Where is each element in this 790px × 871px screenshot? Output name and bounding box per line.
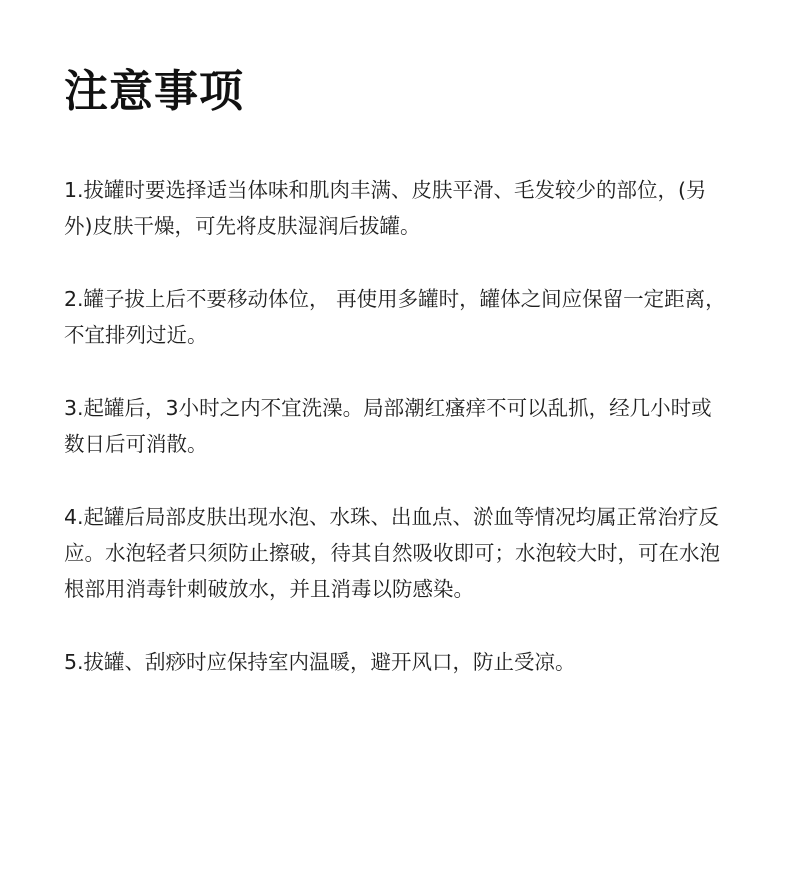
note-item-1: 1.拔罐时要选择适当体味和肌肉丰满、皮肤平滑、毛发较少的部位，(另外)皮肤干燥，可先将皮肤湿润后拔罐。	[64, 178, 707, 238]
note-item-4: 4.起罐后局部皮肤出现水泡、水珠、出血点、淤血等情况均属正常治疗反应。水泡轻者只须防止擦破，待其自然吸收即可；水泡较大时，可在水泡根部用消毒针刺破放水，并且消毒以防感染。	[64, 505, 720, 601]
note-item-5: 5.拔罐、刮痧时应保持室内温暖，避开风口，防止受凉。	[64, 650, 576, 674]
note-item-3: 3.起罐后，3小时之内不宜洗澡。局部潮红瘙痒不可以乱抓，经几小时或数日后可消散。	[64, 396, 712, 456]
notes-list	[64, 172, 732, 717]
page-title: 注意事项	[64, 66, 244, 117]
note-item-2: 2.罐子拔上后不要移动体位， 再使用多罐时，罐体之间应保留一定距离，不宜排列过近。	[64, 287, 726, 347]
